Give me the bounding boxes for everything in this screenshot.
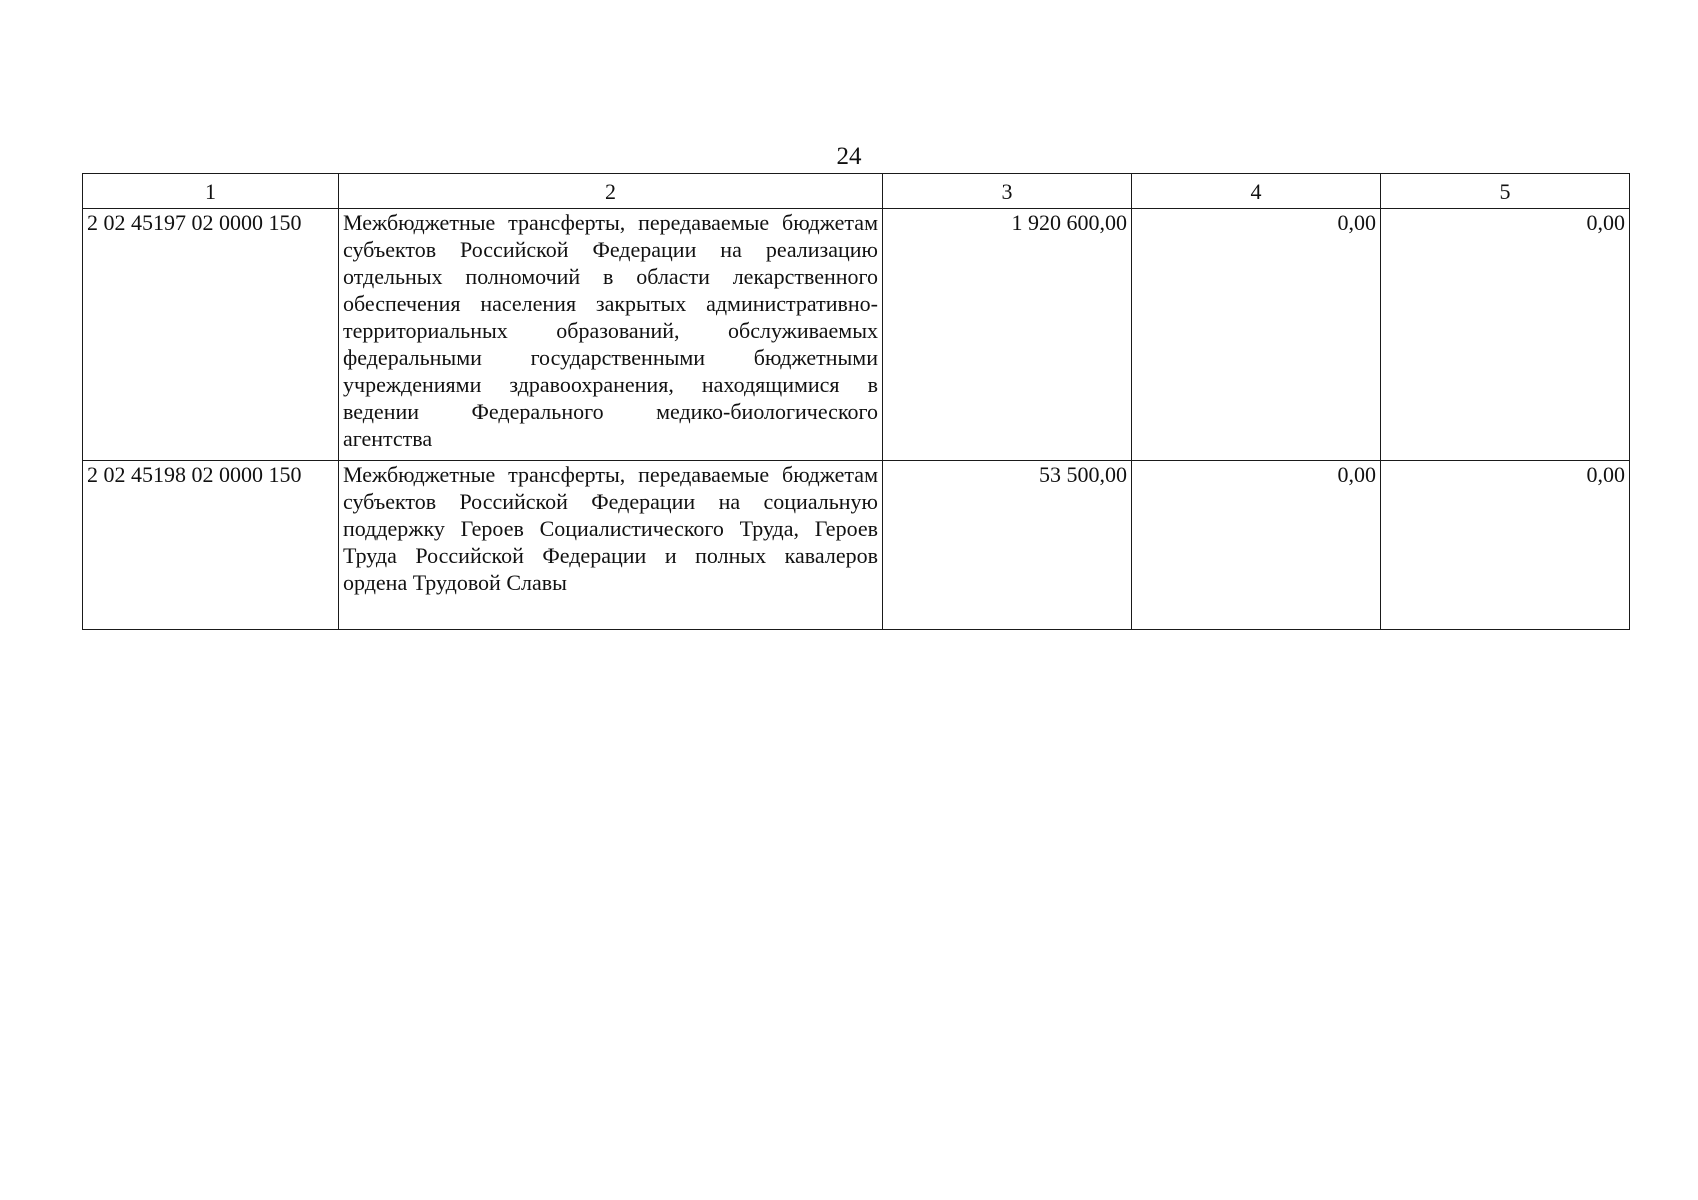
budget-table: [82, 173, 1630, 630]
amount-col5-cell: 0,00: [1381, 209, 1630, 461]
table-row: [83, 461, 1630, 630]
column-header-5: 5: [1381, 174, 1630, 209]
amount-col3-cell: 1 920 600,00: [883, 209, 1132, 461]
column-header-2: 2: [339, 174, 883, 209]
amount-col3-cell: 53 500,00: [883, 461, 1132, 630]
description-cell: Межбюджетные трансферты, передаваемые бюджетам субъектов Российской Федерации на реализацию отдельных полномочий в области лекарственного обеспечения населения закрытых административно-территориальных образований, обслуживаемых федеральными государственными бюджетными учреждениями здравоохранения, находящимися в ведении Федерального медико-биологического агентства: [339, 209, 883, 461]
column-header-4: 4: [1132, 174, 1381, 209]
description-cell: Межбюджетные трансферты, передаваемые бюджетам субъектов Российской Федерации на социальную поддержку Героев Социалистического Труда, Героев Труда Российской Федерации и полных кавалеров ордена Трудовой Славы: [339, 461, 883, 630]
column-header-1: 1: [83, 174, 339, 209]
amount-col4-cell: 0,00: [1132, 461, 1381, 630]
table-row: [83, 209, 1630, 461]
amount-col4-cell: 0,00: [1132, 209, 1381, 461]
table-header-row: [83, 174, 1630, 209]
amount-col5-cell: 0,00: [1381, 461, 1630, 630]
budget-code-cell: 2 02 45198 02 0000 150: [83, 461, 339, 630]
page-number: 24: [836, 143, 862, 170]
budget-code-cell: 2 02 45197 02 0000 150: [83, 209, 339, 461]
column-header-3: 3: [883, 174, 1132, 209]
